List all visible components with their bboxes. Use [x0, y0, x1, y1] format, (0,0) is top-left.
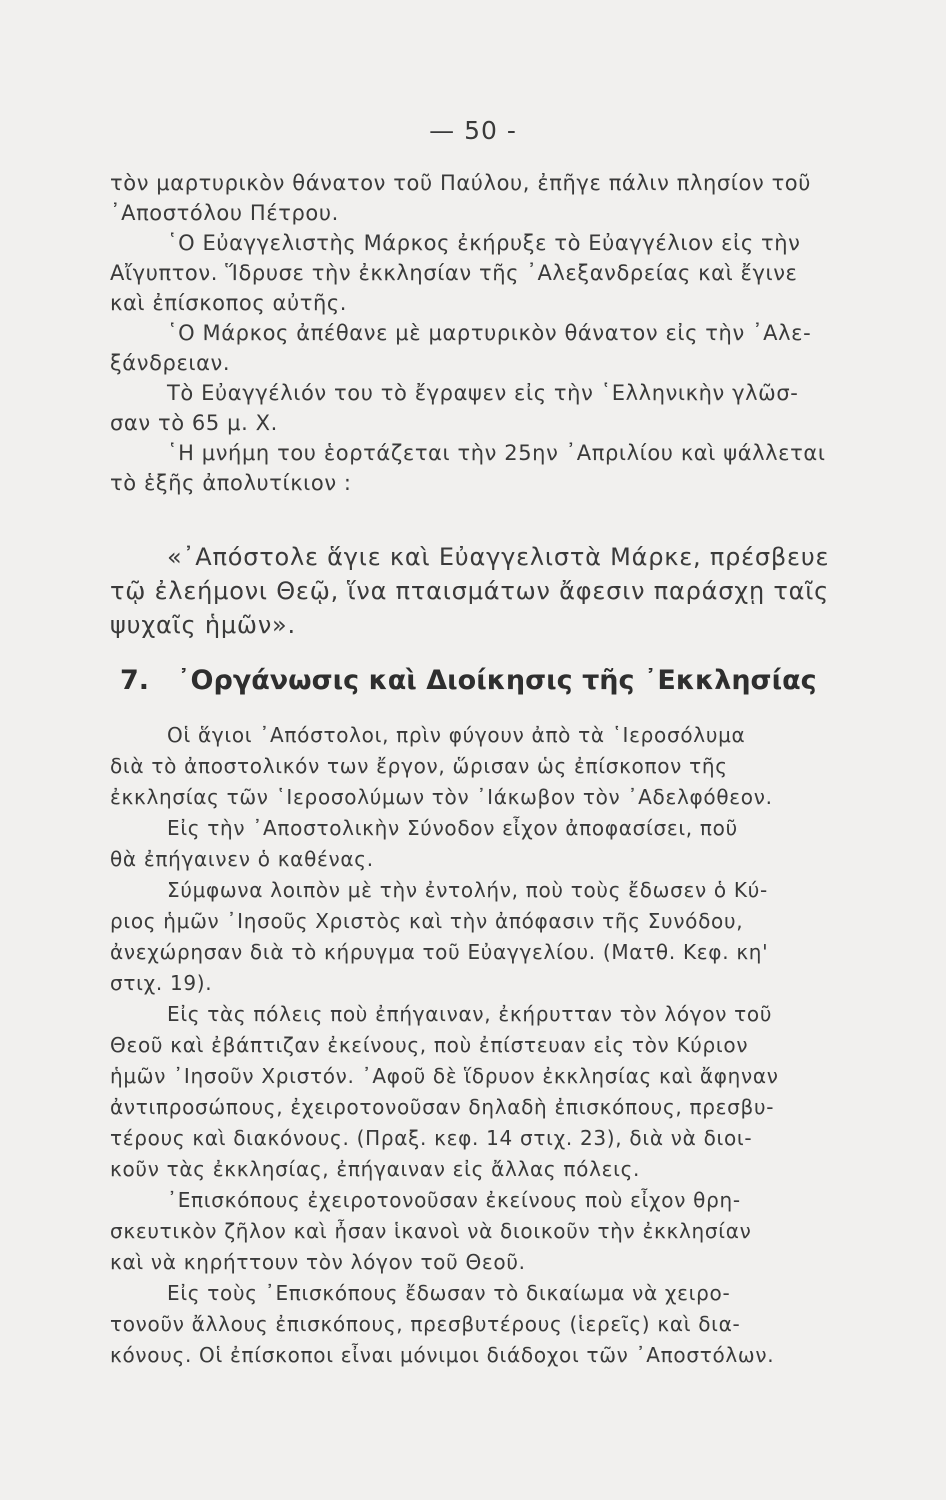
- text-line: Εἰς τοὺς ᾿Επισκόπους ἔδωσαν τὸ δικαίωμα νὰ χειρο-: [167, 1281, 731, 1305]
- page-number: — 50 -: [429, 116, 517, 145]
- text-line: τονοῦν ἄλλους ἐπισκόπους, πρεσβυτέρους (ἱερεῖς) καὶ δια-: [110, 1312, 741, 1336]
- text-line: καὶ νὰ κηρήττουν τὸν λόγον τοῦ Θεοῦ.: [110, 1250, 526, 1274]
- hymn-line: ψυχαῖς ἡμῶν».: [110, 611, 296, 639]
- text-line: Τὸ Εὐαγγέλιόν του τὸ ἔγραψεν εἰς τὴν ῾Ελληνικὴν γλῶσ-: [167, 381, 799, 405]
- text-line: ξάνδρειαν.: [110, 351, 231, 375]
- text-line: ἀντιπροσώπους, ἐχειροτονοῦσαν δηλαδὴ ἐπισκόπους, πρεσβυ-: [110, 1095, 775, 1119]
- text-line: ῾Ο Εὐαγγελιστὴς Μάρκος ἐκήρυξε τὸ Εὐαγγέλιον εἰς τὴν: [167, 231, 801, 255]
- text-line: ἐκκλησίας τῶν ῾Ιεροσολύμων τὸν ᾿Ιάκωβον τὸν ᾿Αδελφόθεον.: [110, 785, 773, 809]
- text-line: ἡμῶν ᾿Ιησοῦν Χριστόν. ᾿Αφοῦ δὲ ἵδρυον ἐκκλησίας καὶ ἄφηναν: [110, 1064, 779, 1088]
- section-heading: [120, 661, 920, 701]
- text-line: τὸν μαρτυρικὸν θάνατον τοῦ Παύλου, ἐπῆγε πάλιν πλησίον τοῦ: [110, 171, 812, 195]
- text-line: ῾Ο Μάρκος ἀπέθανε μὲ μαρτυρικὸν θάνατον εἰς τὴν ᾿Αλε-: [167, 321, 812, 345]
- hymn-line: «᾿Απόστολε ἅγιε καὶ Εὐαγγελιστὰ Μάρκε, πρέσβευε: [167, 543, 830, 571]
- hymn-line: τῷ ἐλεήμονι Θεῷ, ἵνα πταισμάτων ἄφεσιν παράσχῃ ταῖς: [110, 577, 830, 605]
- text-line: Θεοῦ καὶ ἐβάπτιζαν ἐκείνους, ποὺ ἐπίστευαν εἰς τὸν Κύριον: [110, 1033, 749, 1057]
- text-line: καὶ ἐπίσκοπος αὐτῆς.: [110, 291, 348, 315]
- text-line: Εἰς τὰς πόλεις ποὺ ἐπήγαιναν, ἐκήρυτταν τὸν λόγον τοῦ: [167, 1002, 773, 1026]
- text-line: στιχ. 19).: [110, 971, 213, 995]
- paragraph-mark-intro: [110, 168, 910, 498]
- section-number: 7.: [120, 665, 150, 696]
- text-line: κόνους. Οἱ ἐπίσκοποι εἶναι μόνιμοι διάδοχοι τῶν ᾿Αποστόλων.: [110, 1343, 775, 1367]
- paragraph-church-organization: [110, 720, 910, 1371]
- text-line: τὸ ἑξῆς ἀπολυτίκιον :: [110, 471, 352, 495]
- text-line: κοῦν τὰς ἐκκλησίας, ἐπήγαιναν εἰς ἄλλας πόλεις.: [110, 1157, 641, 1181]
- text-line: ριος ἡμῶν ᾿Ιησοῦς Χριστὸς καὶ τὴν ἀπόφασιν τῆς Συνόδου,: [110, 909, 744, 933]
- apolytikion-hymn: [110, 540, 910, 642]
- text-line: θὰ ἐπήγαινεν ὁ καθένας.: [110, 847, 374, 871]
- text-line: Εἰς τὴν ᾿Αποστολικὴν Σύνοδον εἶχον ἀποφασίσει, ποῦ: [167, 816, 738, 840]
- text-line: Οἱ ἅγιοι ᾿Απόστολοι, πρὶν φύγουν ἀπὸ τὰ ῾Ιεροσόλυμα: [167, 723, 746, 747]
- section-title: ᾿Οργάνωσις καὶ Διοίκησις τῆς ᾿Εκκλησίας: [177, 665, 817, 696]
- text-line: Αἴγυπτον. Ἵδρυσε τὴν ἐκκλησίαν τῆς ᾿Αλεξανδρείας καὶ ἔγινε: [110, 261, 798, 285]
- text-line: διὰ τὸ ἀποστολικόν των ἔργον, ὥρισαν ὡς ἐπίσκοπον τῆς: [110, 754, 728, 778]
- text-line: ἀνεχώρησαν διὰ τὸ κήρυγμα τοῦ Εὐαγγελίου. (Ματθ. Κεφ. κη': [110, 940, 769, 964]
- text-line: σκευτικὸν ζῆλον καὶ ἦσαν ἱκανοὶ νὰ διοικοῦν τὴν ἐκκλησίαν: [110, 1219, 752, 1243]
- text-line: ῾Η μνήμη του ἑορτάζεται τὴν 25ην ᾿Απριλίου καὶ ψάλλεται: [167, 441, 826, 465]
- text-line: ᾿Επισκόπους ἐχειροτονοῦσαν ἐκείνους ποὺ εἶχον θρη-: [167, 1188, 741, 1212]
- text-line: τέρους καὶ διακόνους. (Πραξ. κεφ. 14 στιχ. 23), διὰ νὰ διοι-: [110, 1126, 753, 1150]
- text-line: ᾿Αποστόλου Πέτρου.: [110, 201, 339, 225]
- text-line: Σύμφωνα λοιπὸν μὲ τὴν ἐντολήν, ποὺ τοὺς ἔδωσεν ὁ Κύ-: [167, 878, 768, 902]
- text-line: σαν τὸ 65 μ. Χ.: [110, 411, 278, 435]
